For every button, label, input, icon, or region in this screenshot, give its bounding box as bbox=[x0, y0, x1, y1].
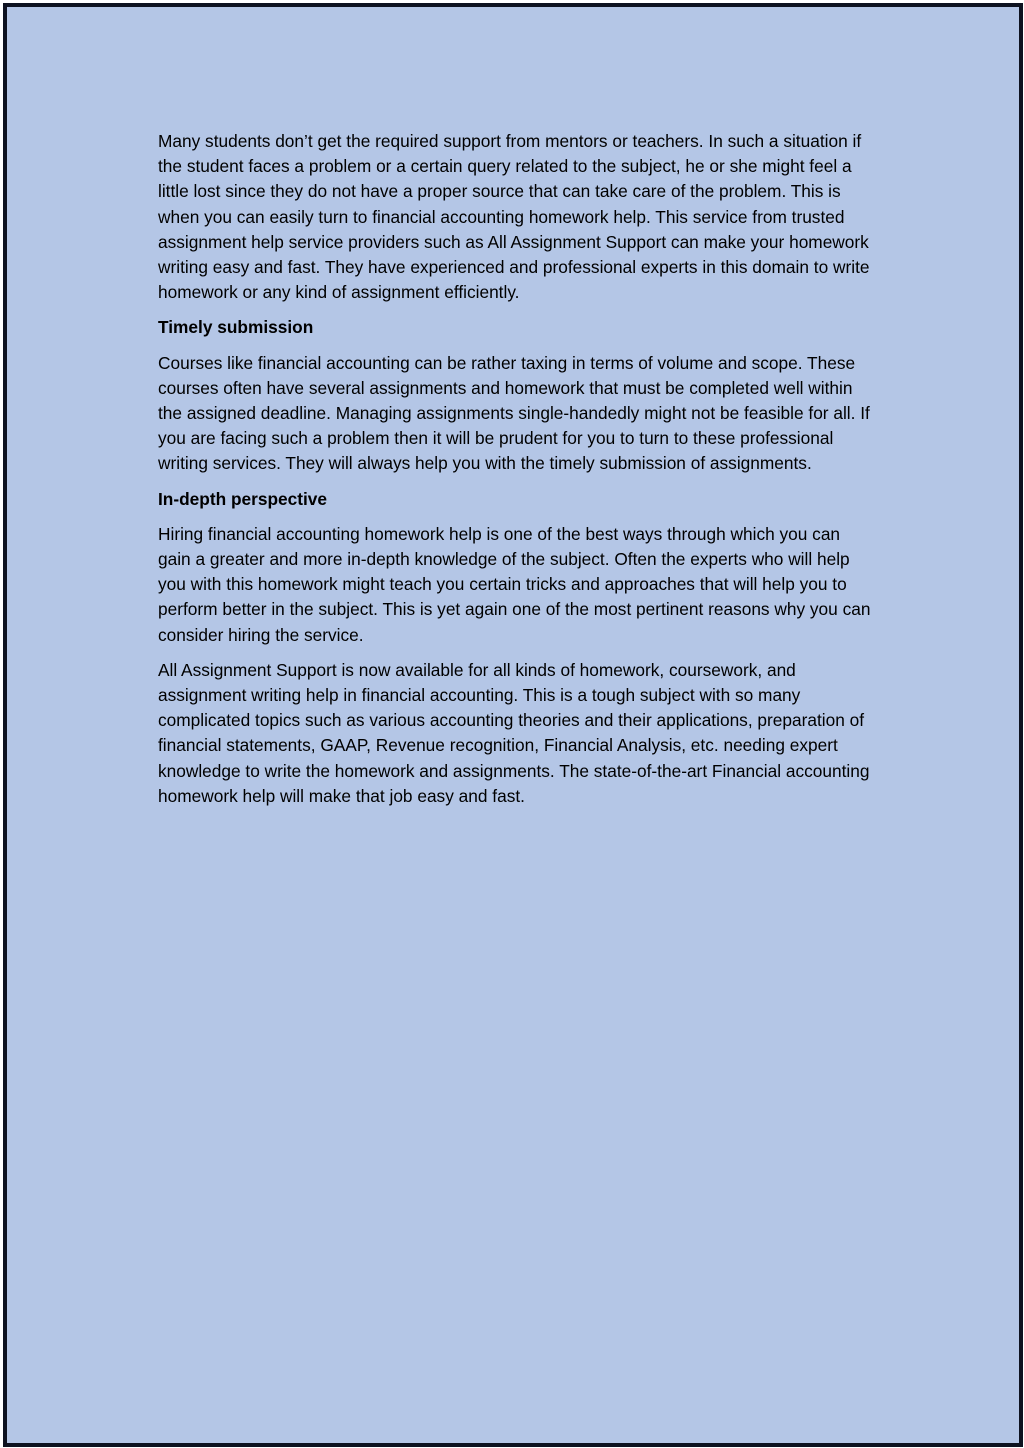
section-heading-in-depth-perspective: In-depth perspective bbox=[158, 488, 328, 509]
section-heading-timely-submission: Timely submission bbox=[158, 317, 314, 338]
document-page bbox=[3, 3, 1023, 1447]
closing-paragraph: All Assignment Support is now available for all kinds of homework, coursework, and assignment writing help in financial accounting. This is a tough subject with so many complicated topics such as various accounting theories and their applications, preparation of financial statements, GAAP, Revenue recognition, Financial Analysis, etc. needing expert knowledge to write the homework and assignments. The state-of-the-art Financial accounting homework help will make that job easy and fast. bbox=[158, 659, 870, 806]
document-body bbox=[158, 129, 876, 819]
intro-paragraph: Many students don’t get the required support from mentors or teachers. In such a situation if the student faces a problem or a certain query related to the subject, he or she might feel a little lost since they do not have a proper source that can take care of the problem. This is when you can easily turn to financial accounting homework help. This service from trusted assignment help service providers such as All Assignment Support can make your homework writing easy and fast. They have experienced and professional experts in this domain to write homework or any kind of assignment efficiently. bbox=[158, 131, 870, 303]
in-depth-perspective-paragraph: Hiring financial accounting homework help is one of the best ways through which you can gain a greater and more in-depth knowledge of the subject. Often the experts who will help you with this homework might teach you certain tricks and approaches that will help you to perform better in the subject. This is yet again one of the most pertinent reasons why you can consider hiring the service. bbox=[158, 523, 871, 645]
timely-submission-paragraph: Courses like financial accounting can be rather taxing in terms of volume and scope. These courses often have several assignments and homework that must be completed well within the assigned deadline. Managing assignments single-handedly might not be feasible for all. If you are facing such a problem then it will be prudent for you to turn to these professional writing services. They will always help you with the timely submission of assignments. bbox=[158, 352, 870, 474]
